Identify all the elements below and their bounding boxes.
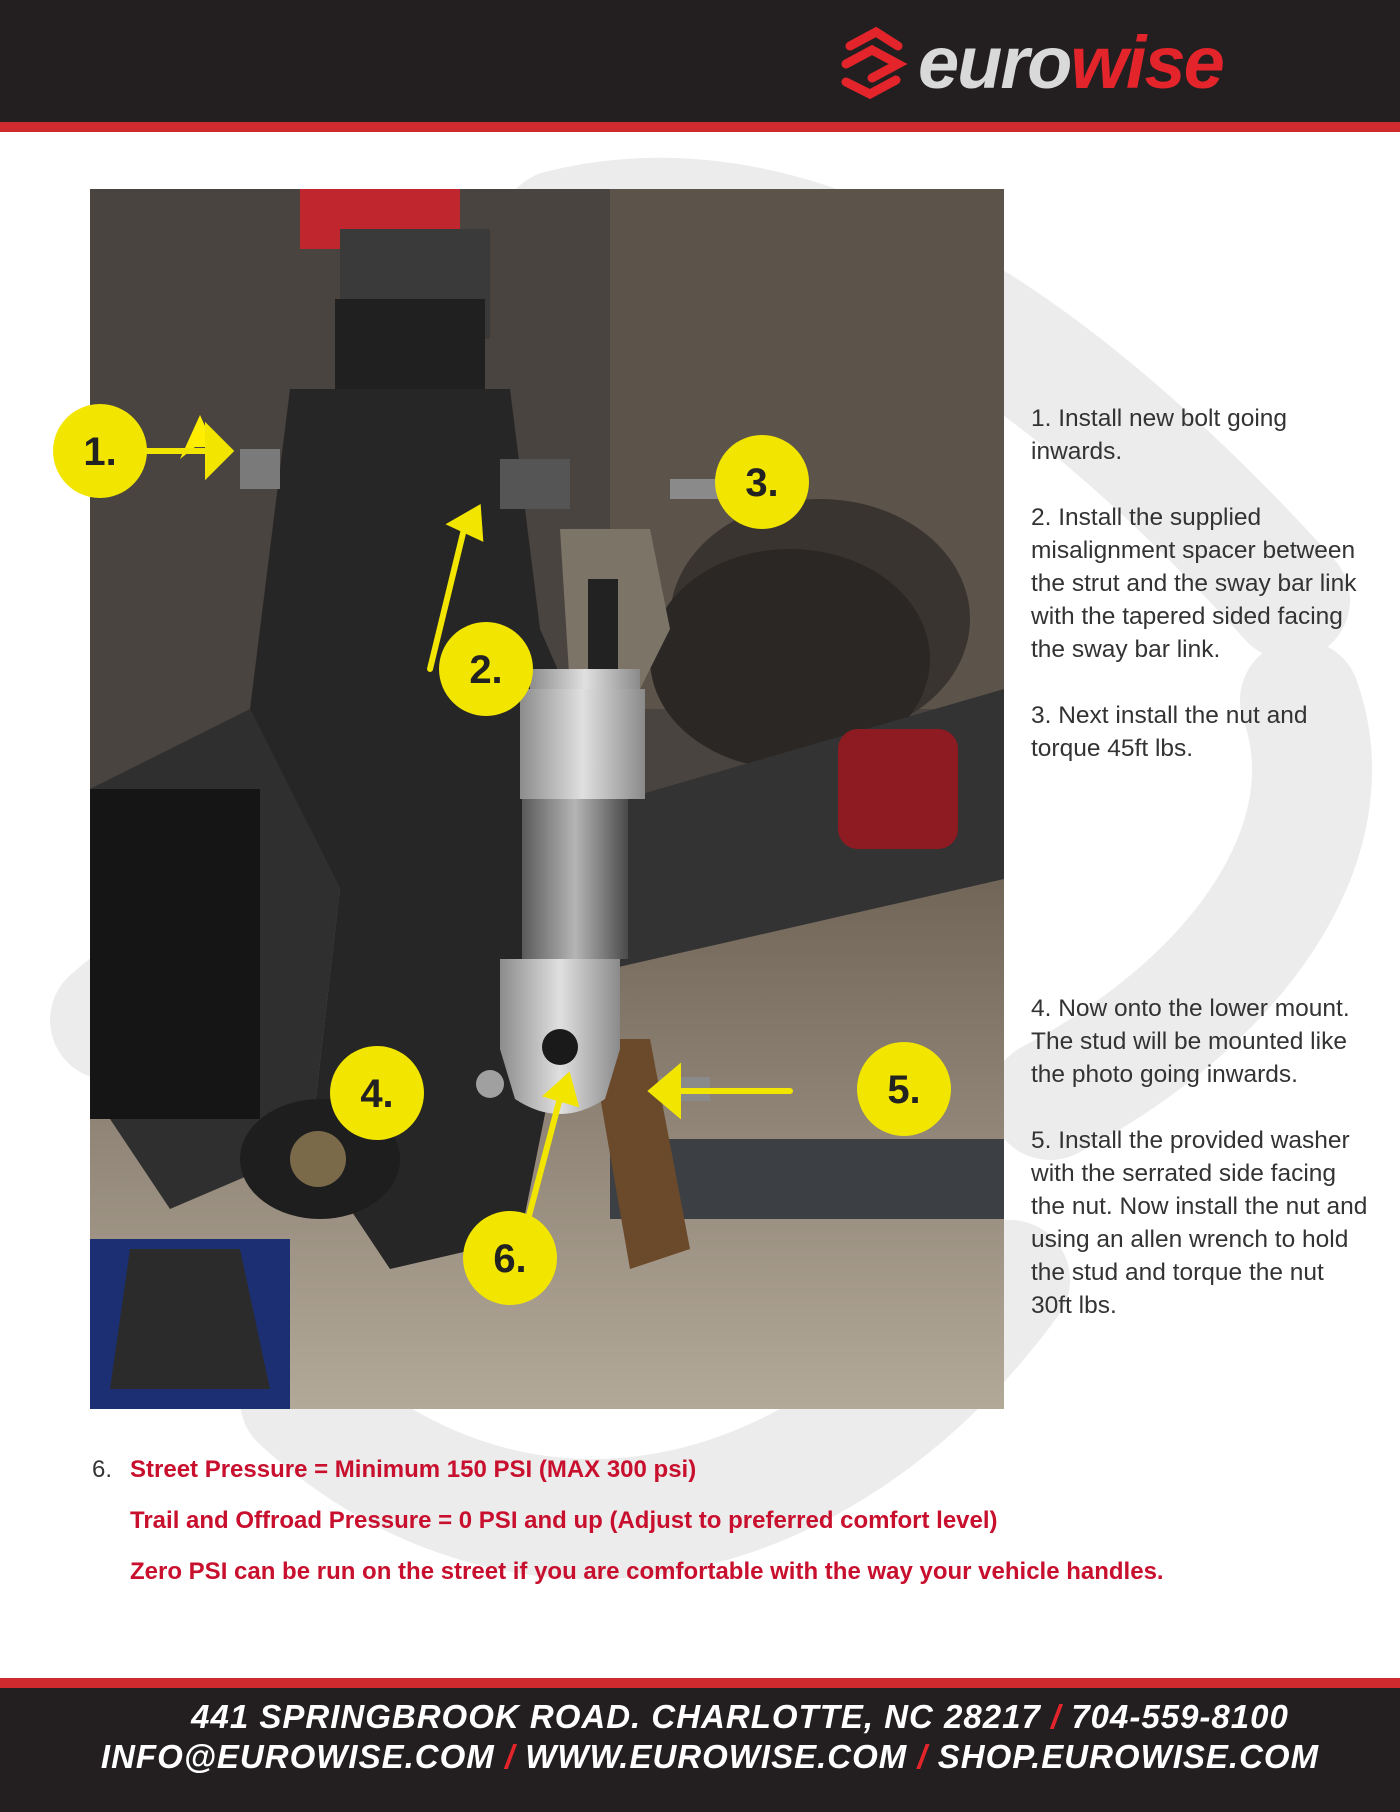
- step-2-text: 2. Install the supplied misalignment spacer between the strut and the sway bar link with the tapered sided facing the sway bar link.: [1031, 504, 1357, 663]
- header-red-stripe: [0, 122, 1400, 132]
- zero-psi-text: Zero PSI can be run on the street if you are comfortable with the way your vehicle handles.: [130, 1558, 1164, 1585]
- instructions-lower: [1031, 992, 1371, 1355]
- instructions-upper: [1031, 402, 1371, 798]
- callout-2: 2.: [469, 648, 503, 692]
- eurowise-emblem-icon: [836, 24, 908, 102]
- footer-bar: [0, 1688, 1400, 1812]
- pressure-row-street: [92, 1452, 1342, 1503]
- callout-6: 6.: [493, 1237, 527, 1281]
- eurowise-logo[interactable]: [836, 22, 1370, 104]
- step-4-text: 4. Now onto the lower mount. The stud will be mounted like the photo going inwards.: [1031, 995, 1350, 1088]
- logo-part-euro: euro: [918, 21, 1071, 104]
- footer-separator: /: [1050, 1698, 1062, 1735]
- logo-part-wise: wise: [1070, 21, 1223, 104]
- pressure-row-offroad: [92, 1503, 1342, 1554]
- footer-line-web: [10, 1738, 1400, 1776]
- footer-line-address: [40, 1698, 1400, 1736]
- step-1-text: 1. Install new bolt going inwards.: [1031, 405, 1288, 465]
- pressure-row-zero: [92, 1554, 1342, 1605]
- footer-red-stripe: [0, 1678, 1400, 1688]
- footer-shop[interactable]: SHOP.EUROWISE.COM: [937, 1738, 1320, 1775]
- footer-address: 441 SPRINGBROOK ROAD. CHARLOTTE, NC 28217: [191, 1698, 1041, 1735]
- callout-3: 3.: [745, 461, 779, 505]
- street-pressure-text: Street Pressure = Minimum 150 PSI (MAX 300 psi): [130, 1456, 697, 1483]
- pressure-notes: [92, 1452, 1342, 1605]
- callout-5: 5.: [887, 1068, 921, 1112]
- footer-website[interactable]: WWW.EUROWISE.COM: [525, 1738, 908, 1775]
- step-5-text: 5. Install the provided washer with the serrated side facing the nut. Now install the nut and using an allen wrench to hold the stud and torque the nut 30ft lbs.: [1031, 1127, 1368, 1319]
- offroad-pressure-text: Trail and Offroad Pressure = 0 PSI and up (Adjust to preferred comfort level): [130, 1507, 998, 1534]
- installation-photo: [83, 189, 1004, 1409]
- pressure-number: 6.: [92, 1456, 113, 1483]
- footer-separator: /: [504, 1738, 516, 1775]
- footer-email[interactable]: INFO@EUROWISE.COM: [100, 1738, 495, 1775]
- callout-4: 4.: [360, 1072, 394, 1116]
- step-3-text: 3. Next install the nut and torque 45ft lbs.: [1031, 702, 1308, 762]
- footer-phone[interactable]: 704-559-8100: [1071, 1698, 1289, 1735]
- logo-wordmark: [918, 22, 1223, 104]
- header-bar: [0, 0, 1400, 122]
- footer-separator: /: [917, 1738, 928, 1775]
- callout-1: 1.: [83, 430, 117, 474]
